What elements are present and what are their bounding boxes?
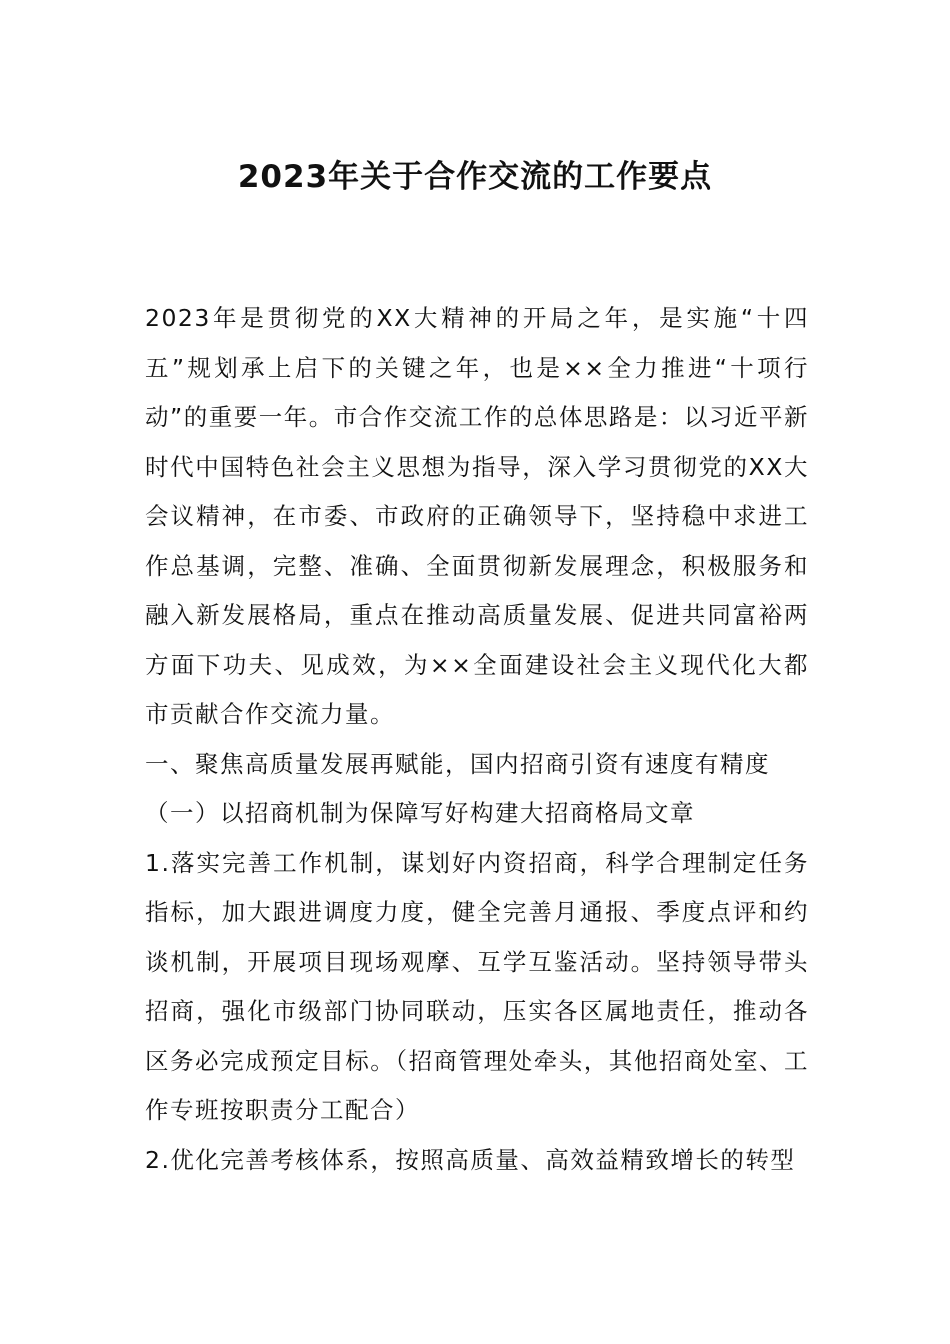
intro-paragraph: 2023年是贯彻党的XX大精神的开局之年，是实施“十四五”规划承上启下的关键之年，也是××全力推进“十项行动”的重要一年。市合作交流工作的总体思路是：以习近平新时代中国特色社会主义思想为指导，深入学习贯彻党的XX大会议精神，在市委、市政府的正确领导下，坚持稳中求进工作总基调，完整、准确、全面贯彻新发展理念，积极服务和融入新发展格局，重点在推动高质量发展、促进共同富裕两方面下功夫、见成效，为××全面建设社会主义现代化大都市贡献合作交流力量。: [145, 304, 809, 728]
item-1-paragraph: 1.落实完善工作机制，谋划好内资招商，科学合理制定任务指标，加大跟进调度力度，健全完善月通报、季度点评和约谈机制，开展项目现场观摩、互学互鉴活动。坚持领导带头招商，强化市级部门协同联动，压实各区属地责任，推动各区务必完成预定目标。（招商管理处牵头，其他招商处室、工作专班按职责分工配合）: [145, 848, 809, 1124]
subsection-1-heading: （一）以招商机制为保障写好构建大招商格局文章: [145, 799, 695, 827]
item-2-paragraph: 2.优化完善考核体系，按照高质量、高效益精致增长的转型: [145, 1145, 796, 1174]
document-body: [145, 294, 809, 1185]
document-title: 2023年关于合作交流的工作要点: [237, 159, 713, 195]
section-1-heading: 一、聚焦高质量发展再赋能，国内招商引资有速度有精度: [145, 749, 770, 778]
